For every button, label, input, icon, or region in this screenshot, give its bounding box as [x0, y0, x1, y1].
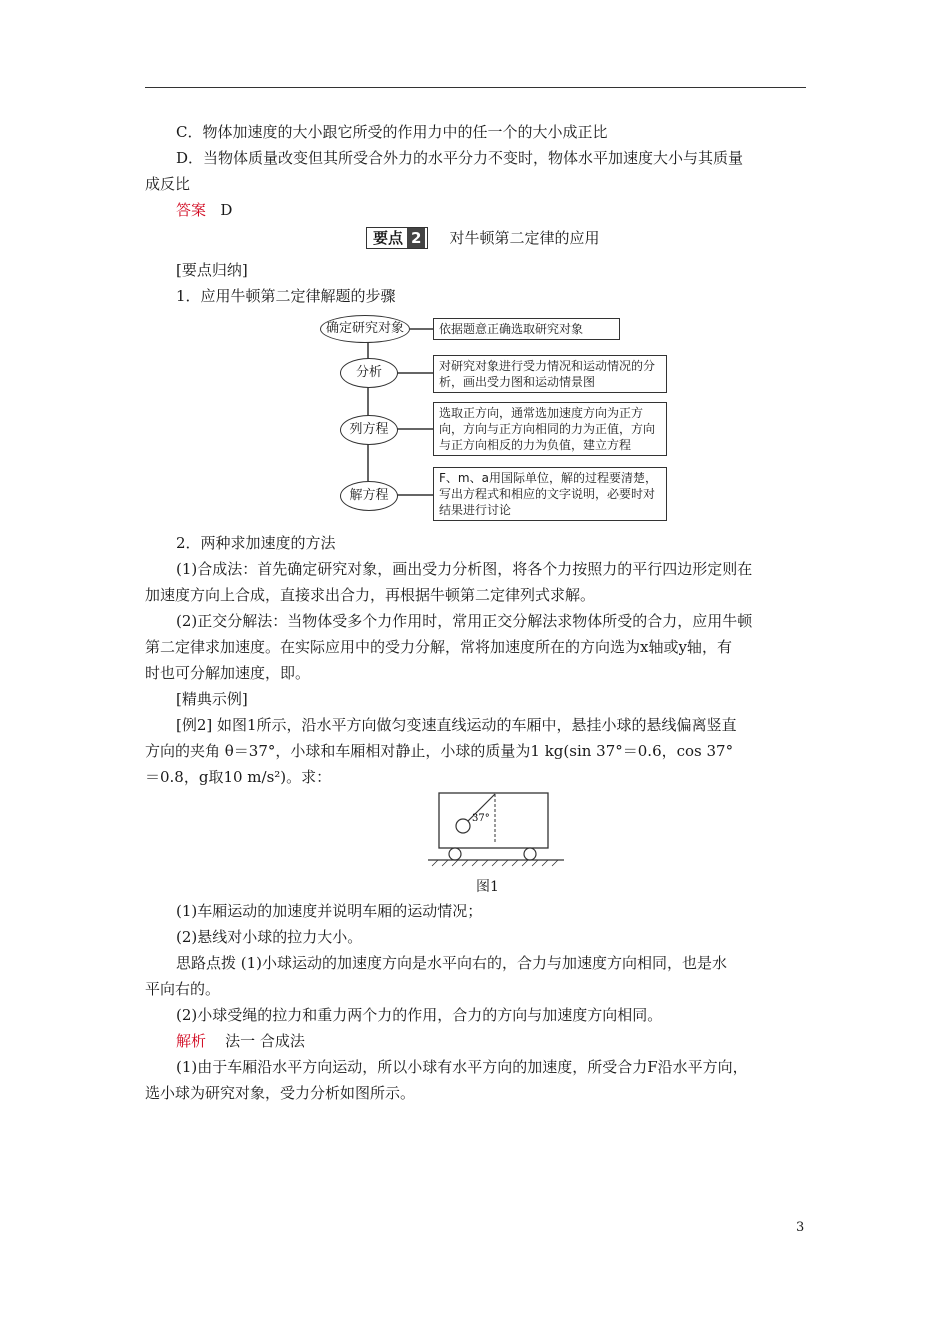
example-line1: [例2] 如图1所示，沿水平方向做匀变速直线运动的车厢中，悬挂小球的悬线偏离竖直 — [176, 716, 737, 734]
flow-node-equation: 列方程 — [340, 415, 398, 445]
method2-line2: 第二定律求加速度。在实际应用中的受力分解，常将加速度所在的方向选为x轴或y轴，有 — [145, 638, 732, 656]
header-rule — [145, 87, 806, 88]
wheel-left — [449, 848, 461, 860]
flow-desc-identify: 依据题意正确选取研究对象 — [433, 318, 620, 340]
answer-value: D — [220, 201, 233, 219]
method1-line2: 加速度方向上合成，直接求出合力，再根据牛顿第二定律列式求解。 — [145, 586, 596, 604]
summary-tag: [要点归纳] — [176, 261, 248, 279]
figure-caption: 图1 — [476, 879, 499, 895]
solution-header — [176, 1030, 806, 1052]
flow-desc-equation: 选取正方向，通常选加速度方向为正方向，方向与正方向相同的力为正值，方向与正方向相反的力为负值，建立方程 — [433, 402, 667, 456]
methods-heading: 2．两种求加速度的方法 — [176, 534, 336, 552]
section-header — [366, 227, 600, 249]
wheel-right — [524, 848, 536, 860]
page-number: 3 — [796, 1220, 805, 1235]
flow-desc-solve: F、m、a用国际单位，解的过程要清楚，写出方程式和相应的文字说明，必要时对结果进行讨论 — [433, 467, 667, 521]
steps-flowchart — [318, 313, 668, 525]
ball — [456, 819, 470, 833]
angle-label: 37° — [472, 813, 490, 824]
hint-line1: 思路点拨 (1)小球运动的加速度方向是水平向右的，合力与加速度方向相同，也是水 — [176, 954, 728, 972]
answer-label: 答案 — [176, 201, 207, 219]
option-d-line2: 成反比 — [145, 175, 191, 193]
solution-line2: 选小球为研究对象，受力分析如图所示。 — [145, 1084, 416, 1102]
flow-desc-analyze: 对研究对象进行受力情况和运动情况的分析，画出受力图和运动情景图 — [433, 355, 667, 393]
carriage-box — [439, 793, 548, 848]
solution-method: 法一 合成法 — [225, 1032, 305, 1050]
option-c: C．物体加速度的大小跟它所受的作用力中的任一个的大小成正比 — [176, 123, 608, 141]
example-line2: 方向的夹角 θ＝37°，小球和车厢相对静止，小球的质量为1 kg(sin 37°＝0.6，cos 37° — [145, 742, 734, 760]
method2-line1: (2)正交分解法：当物体受多个力作用时，常用正交分解法求物体所受的合力，应用牛顿 — [176, 612, 753, 630]
hint-line3: (2)小球受绳的拉力和重力两个力的作用，合力的方向与加速度方向相同。 — [176, 1006, 663, 1024]
section-badge: 要点 2 — [366, 227, 428, 249]
solution-line1: (1)由于车厢沿水平方向运动，所以小球有水平方向的加速度，所受合力F沿水平方向， — [176, 1058, 748, 1076]
method1-line1: (1)合成法：首先确定研究对象，画出受力分析图，将各个力按照力的平行四边形定则在 — [176, 560, 753, 578]
answer-line — [176, 199, 806, 221]
ground-hatch — [432, 860, 558, 866]
figure-1 — [428, 790, 568, 870]
carriage-diagram — [428, 790, 568, 870]
question-2: (2)悬线对小球的拉力大小。 — [176, 928, 363, 946]
example-tag: [精典示例] — [176, 690, 248, 708]
method2-line3: 时也可分解加速度，即。 — [145, 664, 311, 682]
example-line3: ＝0.8，g取10 m/s²)。求： — [145, 768, 332, 786]
solution-label: 解析 — [176, 1032, 207, 1050]
flow-node-analyze: 分析 — [340, 358, 398, 388]
option-d-line1: D．当物体质量改变但其所受合外力的水平分力不变时，物体水平加速度大小与其质量 — [176, 149, 744, 167]
flow-node-solve: 解方程 — [340, 481, 398, 511]
section-badge-number: 2 — [407, 228, 425, 248]
section-title: 对牛顿第二定律的应用 — [449, 229, 600, 247]
step-heading: 1．应用牛顿第二定律解题的步骤 — [176, 287, 396, 305]
hint-line2: 平向右的。 — [145, 980, 221, 998]
question-1: (1)车厢运动的加速度并说明车厢的运动情况； — [176, 902, 483, 920]
flow-node-identify: 确定研究对象 — [320, 315, 410, 343]
